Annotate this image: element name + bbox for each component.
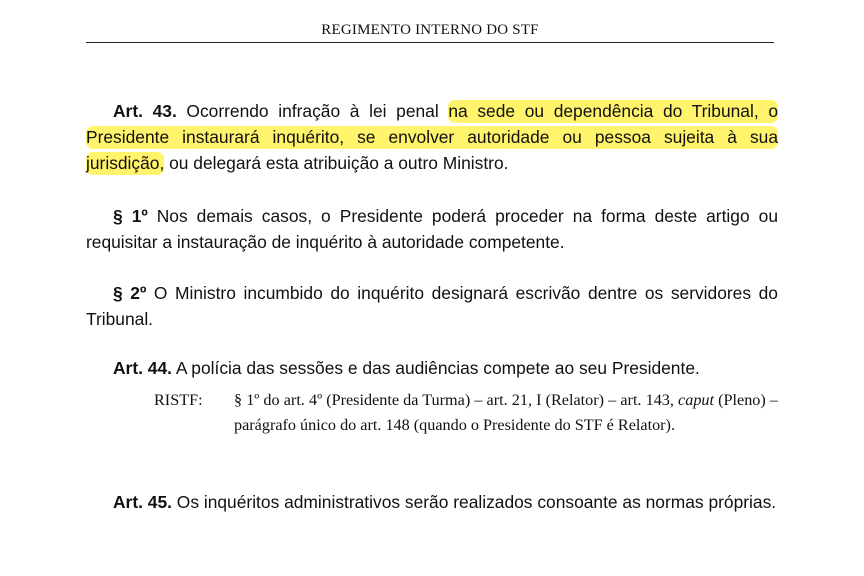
article-44-text: A polícia das sessões e das audiências compete ao seu Presidente. [171, 358, 700, 378]
article-45 [86, 489, 778, 515]
article-45-text: Os inquéritos administrativos serão realizados consoante as normas próprias. [171, 492, 777, 512]
ristf-text-after: (Pleno) – parágrafo único do art. 148 (quando o Presidente do STF é Relator). [234, 391, 778, 434]
ristf-text [234, 388, 778, 438]
paragraph-2-body: O Ministro incumbido do inquérito designará escrivão dentre os servidores do Tribunal. [86, 283, 778, 329]
running-header: REGIMENTO INTERNO DO STF [86, 22, 774, 43]
paragraph-1-label: § 1º [113, 206, 148, 226]
paragraph-2-text [86, 280, 778, 332]
article-44 [86, 355, 778, 381]
article-44-label: Art. 44. [113, 358, 172, 378]
article-43-paragraph [86, 98, 778, 176]
paragraph-1-text [86, 203, 778, 255]
article-43-text-before: Ocorrendo infração à lei penal [176, 101, 449, 121]
paragraph-2-label: § 2º [113, 283, 147, 303]
ristf-reference [154, 388, 778, 438]
article-45-paragraph [86, 489, 778, 515]
ristf-label: RISTF: [154, 391, 203, 409]
article-45-label: Art. 45. [113, 492, 172, 512]
highlighted-text: na sede ou dependência do Tribunal, o Presidente instaurará inquérito, se envolver autoridade ou pessoa sujeita à sua jurisdição, [86, 101, 778, 173]
ristf-italic: caput [678, 391, 715, 409]
article-44-paragraph [86, 355, 778, 381]
paragraph-1 [86, 203, 778, 255]
paragraph-1-body: Nos demais casos, o Presidente poderá proceder na forma deste artigo ou requisitar a instauração de inquérito à autoridade competente. [86, 206, 778, 252]
paragraph-2 [86, 280, 778, 332]
article-43 [86, 98, 778, 176]
article-43-label: Art. 43. [113, 101, 177, 121]
article-43-text-after: ou delegará esta atribuição a outro Ministro. [164, 153, 509, 173]
ristf-text-before: § 1º do art. 4º (Presidente da Turma) – art. 21, I (Relator) – art. 143, [234, 391, 679, 409]
